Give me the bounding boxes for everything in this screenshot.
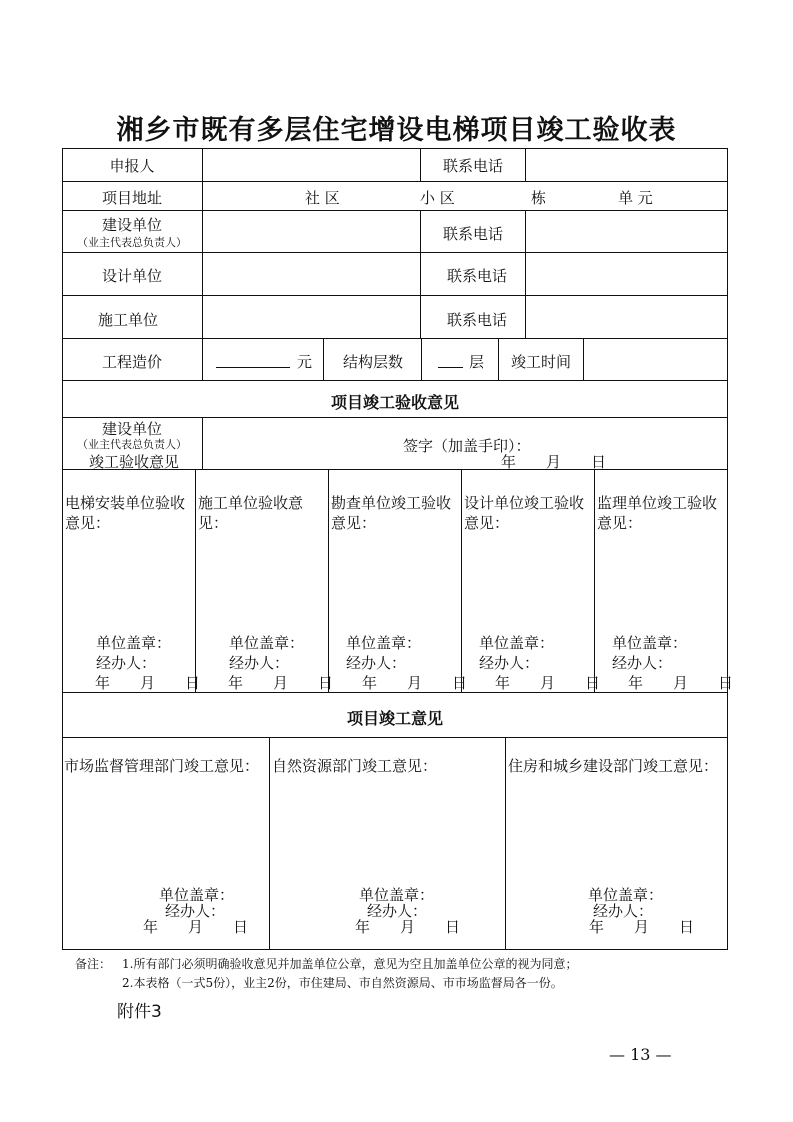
col-divider xyxy=(505,737,506,950)
date-label: 年 月 日 xyxy=(228,674,334,692)
survey-opinion: 意见： xyxy=(331,514,377,532)
seal-label: 单位盖章： xyxy=(479,634,555,652)
col-divider xyxy=(195,469,196,692)
design-opinion: 设计单位竣工验收 xyxy=(464,494,585,512)
row-divider xyxy=(62,338,728,339)
col-divider xyxy=(323,338,324,380)
design-opinion: 意见： xyxy=(464,514,510,532)
page-number: — 13 — xyxy=(609,1045,672,1064)
elevator-install-opinion: 电梯安装单位验收 xyxy=(65,494,186,512)
builder-unit-label: 施工单位 xyxy=(97,311,159,329)
col-divider xyxy=(525,210,526,338)
notes-label: 备注： xyxy=(75,957,112,971)
applicant-label: 申报人 xyxy=(109,157,155,175)
supervision-opinion: 监理单位竣工验收 xyxy=(597,494,718,512)
seal-label: 单位盖章： xyxy=(346,634,422,652)
date-label: 年 月 日 xyxy=(355,918,461,936)
seal-label: 单位盖章： xyxy=(159,886,235,904)
elevator-install-opinion: 意见： xyxy=(65,514,111,532)
sign-label: 签字（加盖手印）： xyxy=(403,437,531,455)
note-2: 2.本表格（一式5份），业主2份，市住建局、市自然资源局、市市场监督局各一份。 xyxy=(122,976,563,990)
handler-label: 经办人： xyxy=(612,654,673,672)
col-divider xyxy=(583,338,584,380)
owner-rep-label: （业主代表总负责人） xyxy=(77,438,187,451)
note-1: 1.所有部门必须明确验收意见并加盖单位公章，意见为空且加盖单位公章的视为同意； xyxy=(122,957,578,971)
row-divider xyxy=(62,380,728,381)
supervision-opinion: 意见： xyxy=(597,514,643,532)
handler-label: 经办人： xyxy=(479,654,540,672)
seal-label: 单位盖章： xyxy=(588,886,664,904)
address-label: 项目地址 xyxy=(101,189,163,207)
seal-label: 单位盖章： xyxy=(229,634,305,652)
subdistrict-label: 小 区 xyxy=(420,189,455,207)
attachment-label: 附件3 xyxy=(117,1002,162,1022)
date-label: 年 月 日 xyxy=(495,674,601,692)
col-divider xyxy=(421,338,422,380)
owner-rep-label: （业主代表总负责人） xyxy=(77,236,187,249)
col-divider xyxy=(269,737,270,950)
floors-blank xyxy=(438,367,463,368)
col-divider xyxy=(420,148,421,181)
handler-label: 经办人： xyxy=(229,654,290,672)
market-dept-opinion: 市场监督管理部门竣工意见： xyxy=(64,757,260,775)
floor-unit-label: 层 xyxy=(469,353,485,371)
row-divider xyxy=(62,737,728,738)
survey-opinion: 勘查单位竣工验收 xyxy=(331,494,452,512)
date-label: 年 月 日 xyxy=(95,674,201,692)
construction-opinion: 见： xyxy=(198,514,229,532)
col-divider xyxy=(461,469,462,692)
row-divider xyxy=(62,295,728,296)
col-divider xyxy=(202,148,203,380)
col-divider xyxy=(420,210,421,338)
col-divider xyxy=(498,338,499,380)
date-label: 年 月 日 xyxy=(628,674,734,692)
design-unit-label: 设计单位 xyxy=(101,267,163,285)
cost-label: 工程造价 xyxy=(101,353,163,371)
housing-dept-opinion: 住房和城乡建设部门竣工意见： xyxy=(508,757,719,775)
handler-label: 经办人： xyxy=(593,902,654,920)
col-divider xyxy=(525,148,526,181)
construction-unit-label: 建设单位 xyxy=(101,216,163,234)
handler-label: 经办人： xyxy=(165,902,226,920)
handler-label: 经办人： xyxy=(96,654,157,672)
date-label: 年 月 日 xyxy=(143,918,249,936)
building-label: 栋 xyxy=(531,189,547,207)
phone-label: 联系电话 xyxy=(442,157,504,175)
form-title: 湘乡市既有多层住宅增设电梯项目竣工验收表 xyxy=(116,115,677,146)
section-heading-completion: 项目竣工意见 xyxy=(346,709,444,728)
date-label: 年 月 日 xyxy=(362,674,468,692)
date-label: 年 月 日 xyxy=(589,918,695,936)
community-label: 社 区 xyxy=(305,189,340,207)
col-divider xyxy=(328,469,329,692)
col-divider xyxy=(202,417,203,469)
natural-resources-opinion: 自然资源部门竣工意见： xyxy=(272,757,438,775)
cost-blank xyxy=(216,367,290,368)
handler-label: 经办人： xyxy=(367,902,428,920)
owner-label: 建设单位 xyxy=(101,420,163,438)
row-divider xyxy=(62,252,728,253)
phone-label: 联系电话 xyxy=(442,225,504,243)
date-label: 年 月 日 xyxy=(501,453,607,471)
row-divider xyxy=(62,210,728,211)
phone-label: 联系电话 xyxy=(446,267,508,285)
col-divider xyxy=(594,469,595,692)
owner-opinion-label: 竣工验收意见 xyxy=(88,453,180,471)
row-divider xyxy=(62,181,728,182)
yuan-label: 元 xyxy=(297,353,313,371)
unit-label: 单 元 xyxy=(618,189,653,207)
seal-label: 单位盖章： xyxy=(359,886,435,904)
seal-label: 单位盖章： xyxy=(612,634,688,652)
construction-opinion: 施工单位验收意 xyxy=(198,494,304,512)
section-heading-acceptance: 项目竣工验收意见 xyxy=(330,393,460,412)
seal-label: 单位盖章： xyxy=(96,634,172,652)
floors-label: 结构层数 xyxy=(342,353,404,371)
phone-label: 联系电话 xyxy=(446,311,508,329)
completion-time-label: 竣工时间 xyxy=(510,353,572,371)
handler-label: 经办人： xyxy=(346,654,407,672)
